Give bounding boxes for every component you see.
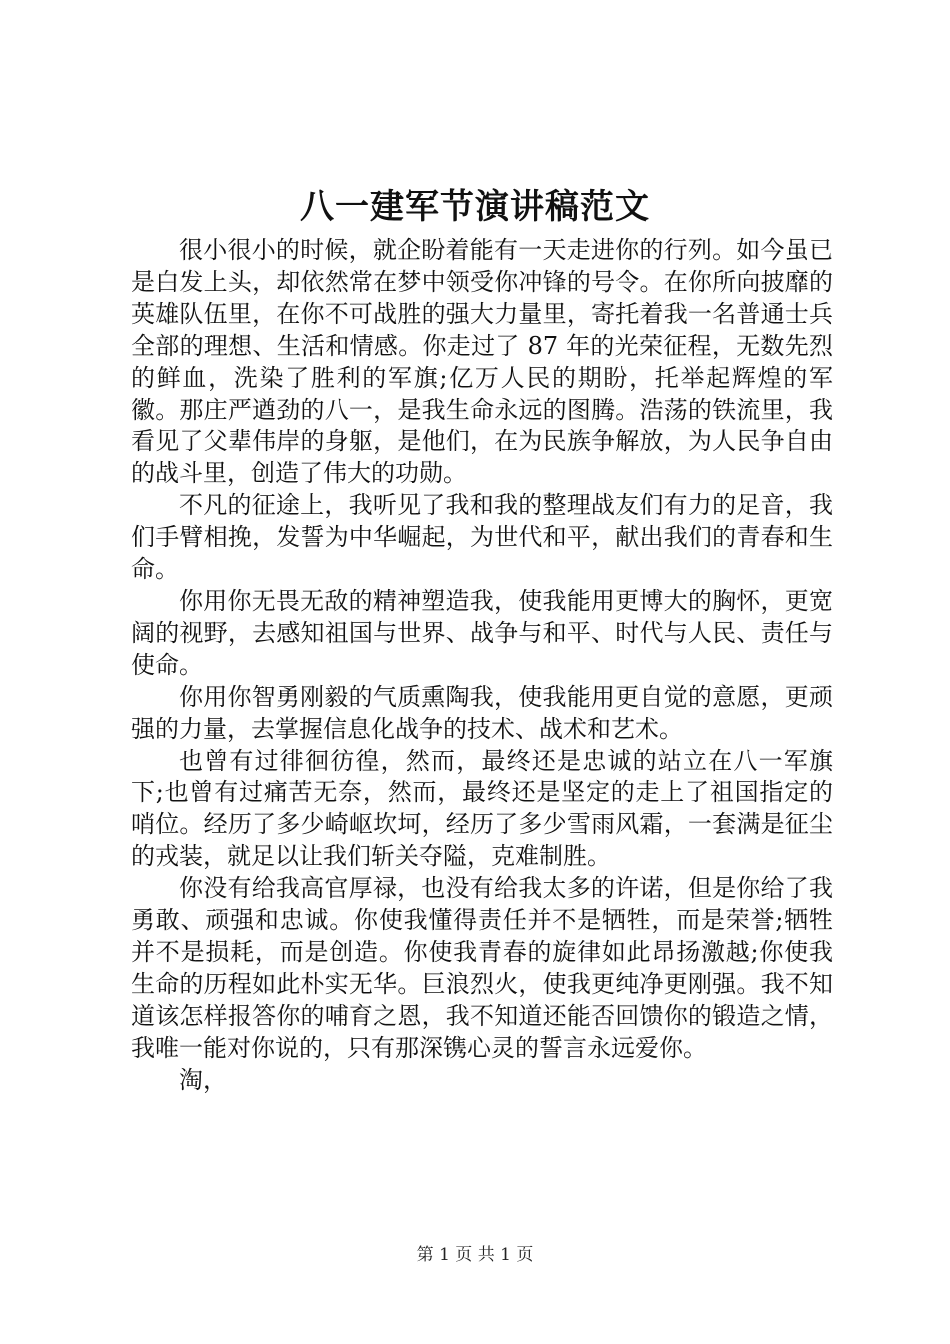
document-body [131, 235, 833, 1096]
page-number-footer: 第 1 页 共 1 页 [416, 1245, 534, 1265]
paragraph: 不凡的征途上，我听见了我和我的整理战友们有力的足音，我们手臂相挽，发誓为中华崛起，为世代和平，献出我们的青春和生命。 [131, 491, 833, 584]
paragraph: 你没有给我高官厚禄，也没有给我太多的许诺，但是你给了我勇敢、顽强和忠诚。你使我懂得责任并不是牺牲，而是荣誉;牺牲并不是损耗，而是创造。你使我青春的旋律如此昂扬激越;你使我生命的历程如此朴实无华。巨浪烈火，使我更纯净更刚强。我不知道该怎样报答你的哺育之恩，我不知道还能否回馈你的锻造之情，我唯一能对你说的，只有那深镌心灵的誓言永远爱你。 [131, 874, 833, 1062]
paragraph: 你用你无畏无敌的精神塑造我，使我能用更博大的胸怀，更宽阔的视野，去感知祖国与世界、战争与和平、时代与人民、责任与使命。 [131, 586, 833, 679]
document-title: 八一建军节演讲稿范文 [300, 187, 650, 227]
paragraph: 也曾有过徘徊彷徨，然而，最终还是忠诚的站立在八一军旗下;也曾有过痛苦无奈，然而，最终还是坚定的走上了祖国指定的哨位。经历了多少崎岖坎坷，经历了多少雪雨风霜，一套满是征尘的戎装，就足以让我们斩关夺隘，克难制胜。 [131, 746, 833, 871]
paragraph: 很小很小的时候，就企盼着能有一天走进你的行列。如今虽已是白发上头，却依然常在梦中领受你冲锋的号令。在你所向披靡的英雄队伍里，在你不可战胜的强大力量里，寄托着我一名普通士兵全部的理想、生活和情感。你走过了 87 年的光荣征程，无数先烈的鲜血，洗染了胜利的军旗;亿万人民的期盼，托举起辉煌的军徽。那庄严遒劲的八一，是我生命永远的图腾。浩荡的铁流里，我看见了父辈伟岸的身躯，是他们，在为民族争解放，为人民争自由的战斗里，创造了伟大的功勋。 [131, 236, 833, 488]
paragraph: 淘， [179, 1065, 227, 1094]
paragraph: 你用你智勇刚毅的气质熏陶我，使我能用更自觉的意愿，更顽强的力量，去掌握信息化战争的技术、战术和艺术。 [131, 682, 833, 743]
